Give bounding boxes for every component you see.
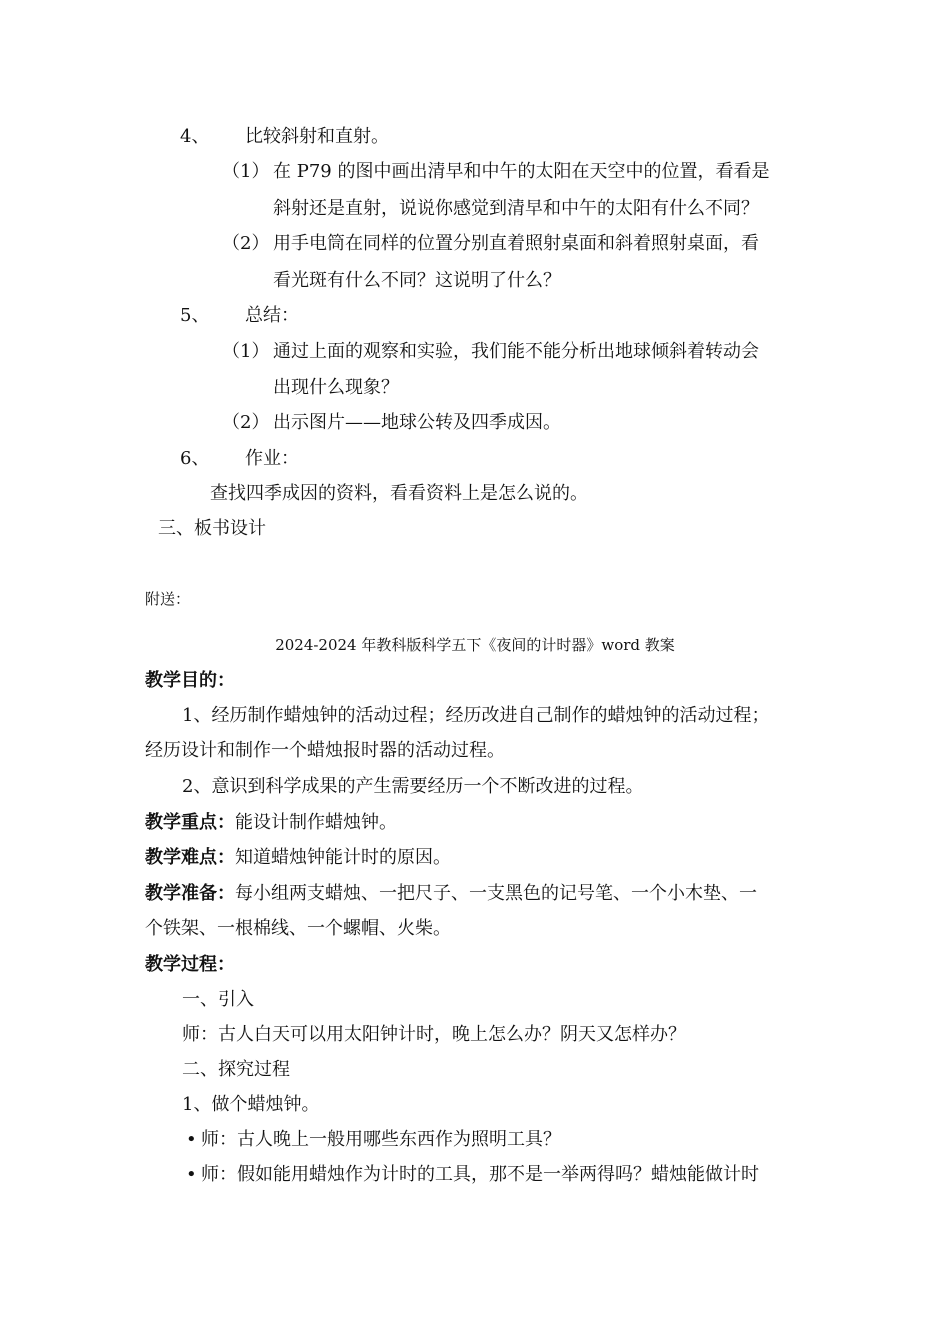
make-candle-clock: 1、做个蜡烛钟。 xyxy=(182,1094,320,1115)
sub-item-2-line-2: 看光斑有什么不同？这说明了什么？ xyxy=(273,270,561,291)
item-5-number: 5、 xyxy=(180,305,210,326)
goal-1-line-1: 1、经历制作蜡烛钟的活动过程；经历改进自己制作的蜡烛钟的活动过程； xyxy=(182,705,770,726)
sub-item-1-number: （1） xyxy=(222,161,270,182)
key-point-label: 教学重点： xyxy=(145,812,235,833)
key-point-text: 能设计制作蜡烛钟。 xyxy=(235,812,397,833)
preparation-label: 教学准备： xyxy=(145,883,235,904)
summary-2-number: （2） xyxy=(222,412,270,433)
item-4-text: 比较斜射和直射。 xyxy=(245,126,389,147)
difficulty-text: 知道蜡烛钟能计时的原因。 xyxy=(235,847,451,868)
teacher-line-2: 师：古人晚上一般用哪些东西作为照明工具？ xyxy=(201,1129,561,1150)
sub-item-2-number: （2） xyxy=(222,233,270,254)
summary-2-text: 出示图片——地球公转及四季成因。 xyxy=(273,412,561,433)
item-4-number: 4、 xyxy=(180,126,210,147)
item-6-number: 6、 xyxy=(180,448,210,469)
preparation-line-2: 个铁架、一根棉线、一个螺帽、火柴。 xyxy=(145,918,451,939)
board-design-heading: 三、板书设计 xyxy=(158,518,266,539)
goal-2: 2、意识到科学成果的产生需要经历一个不断改进的过程。 xyxy=(182,776,644,797)
summary-1-number: （1） xyxy=(222,341,270,362)
intro-heading: 一、引入 xyxy=(182,989,254,1010)
key-point xyxy=(145,811,397,835)
appendix-label: 附送： xyxy=(145,590,191,608)
preparation-line-1: 每小组两支蜡烛、一把尺子、一支黑色的记号笔、一个小木垫、一 xyxy=(235,883,757,904)
bullet-1: • xyxy=(186,1129,197,1150)
sub-item-1-line-1: 在 P79 的图中画出清早和中午的太阳在天空中的位置，看看是 xyxy=(273,161,770,182)
appendix-title: 2024-2024 年教科版科学五下《夜间的计时器》word 教案 xyxy=(275,636,675,654)
sub-item-2-line-1: 用手电筒在同样的位置分别直着照射桌面和斜着照射桌面，看 xyxy=(273,233,759,254)
bullet-2: • xyxy=(186,1164,197,1185)
explore-heading: 二、探究过程 xyxy=(182,1059,290,1080)
teacher-line-3: 师：假如能用蜡烛作为计时的工具，那不是一举两得吗？蜡烛能做计时 xyxy=(201,1164,759,1185)
item-5-text: 总结： xyxy=(245,305,299,326)
teacher-line-1: 师：古人白天可以用太阳钟计时，晚上怎么办？阴天又怎样办？ xyxy=(182,1024,686,1045)
item-6-text: 作业： xyxy=(245,448,299,469)
process-label: 教学过程： xyxy=(145,954,235,975)
difficulty-label: 教学难点： xyxy=(145,847,235,868)
sub-item-1-line-2: 斜射还是直射，说说你感觉到清早和中午的太阳有什么不同？ xyxy=(273,198,759,219)
goal-1-line-2: 经历设计和制作一个蜡烛报时器的活动过程。 xyxy=(145,740,505,761)
summary-1-line-1: 通过上面的观察和实验，我们能不能分析出地球倾斜着转动会 xyxy=(273,341,759,362)
summary-1-line-2: 出现什么现象？ xyxy=(273,377,399,398)
difficulty xyxy=(145,846,451,870)
goal-label: 教学目的： xyxy=(145,670,235,691)
preparation xyxy=(145,882,757,906)
homework-text: 查找四季成因的资料，看看资料上是怎么说的。 xyxy=(210,483,588,504)
